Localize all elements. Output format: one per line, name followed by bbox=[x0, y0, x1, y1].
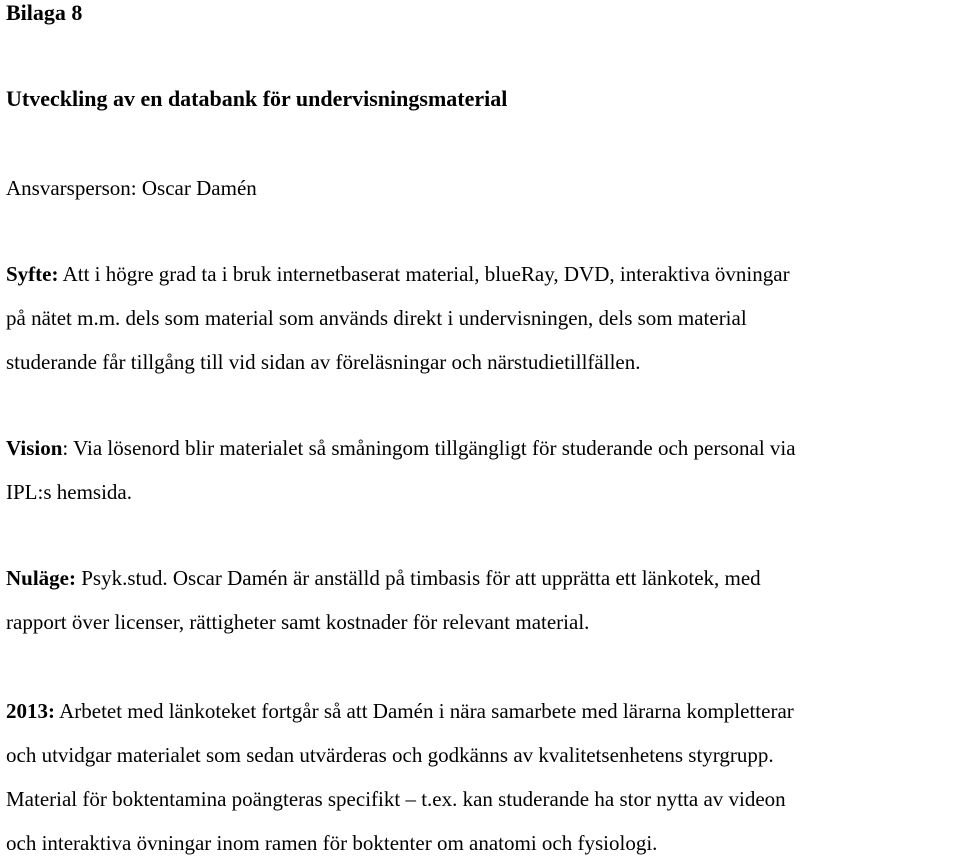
nulage-line-1 bbox=[6, 556, 761, 600]
vision-text-1: : Via lösenord blir materialet så småningom tillgängligt för studerande och personal via bbox=[62, 436, 796, 460]
document-title: Utveckling av en databank för undervisningsmaterial bbox=[6, 86, 508, 111]
section-2013 bbox=[6, 689, 794, 865]
responsible-person: Ansvarsperson: Oscar Damén bbox=[6, 176, 257, 200]
year2013-line-3: Material för boktentamina poängteras specifikt – t.ex. kan studerande ha stor nytta av videon bbox=[6, 787, 786, 811]
vision-line-2: IPL:s hemsida. bbox=[6, 480, 132, 504]
syfte-label: Syfte: bbox=[6, 262, 59, 286]
nulage-text-1: Psyk.stud. Oscar Damén är anställd på timbasis för att upprätta ett länkotek, med bbox=[76, 566, 761, 590]
syfte-line-1 bbox=[6, 252, 790, 296]
nulage-label: Nuläge: bbox=[6, 566, 76, 590]
section-nulage bbox=[6, 556, 761, 644]
year2013-line-2: och utvidgar materialet som sedan utvärderas och godkänns av kvalitetsenhetens styrgrupp. bbox=[6, 743, 774, 767]
vision-line-1 bbox=[6, 426, 796, 470]
section-vision bbox=[6, 426, 796, 514]
syfte-line-2: på nätet m.m. dels som material som används direkt i undervisningen, dels som material bbox=[6, 306, 747, 330]
year2013-text-1: Arbetet med länkoteket fortgår så att Damén i nära samarbete med lärarna kompletterar bbox=[55, 699, 794, 723]
year2013-line-4: och interaktiva övningar inom ramen för boktenter om anatomi och fysiologi. bbox=[6, 831, 658, 855]
syfte-line-3: studerande får tillgång till vid sidan av föreläsningar och närstudietillfällen. bbox=[6, 350, 641, 374]
nulage-line-2: rapport över licenser, rättigheter samt kostnader för relevant material. bbox=[6, 610, 590, 634]
vision-label: Vision bbox=[6, 436, 63, 460]
syfte-text-1: Att i högre grad ta i bruk internetbaserat material, blueRay, DVD, interaktiva övningar bbox=[58, 262, 790, 286]
section-syfte bbox=[6, 252, 790, 384]
year2013-line-1 bbox=[6, 689, 794, 733]
appendix-label: Bilaga 8 bbox=[6, 0, 83, 25]
year2013-label: 2013: bbox=[6, 699, 55, 723]
